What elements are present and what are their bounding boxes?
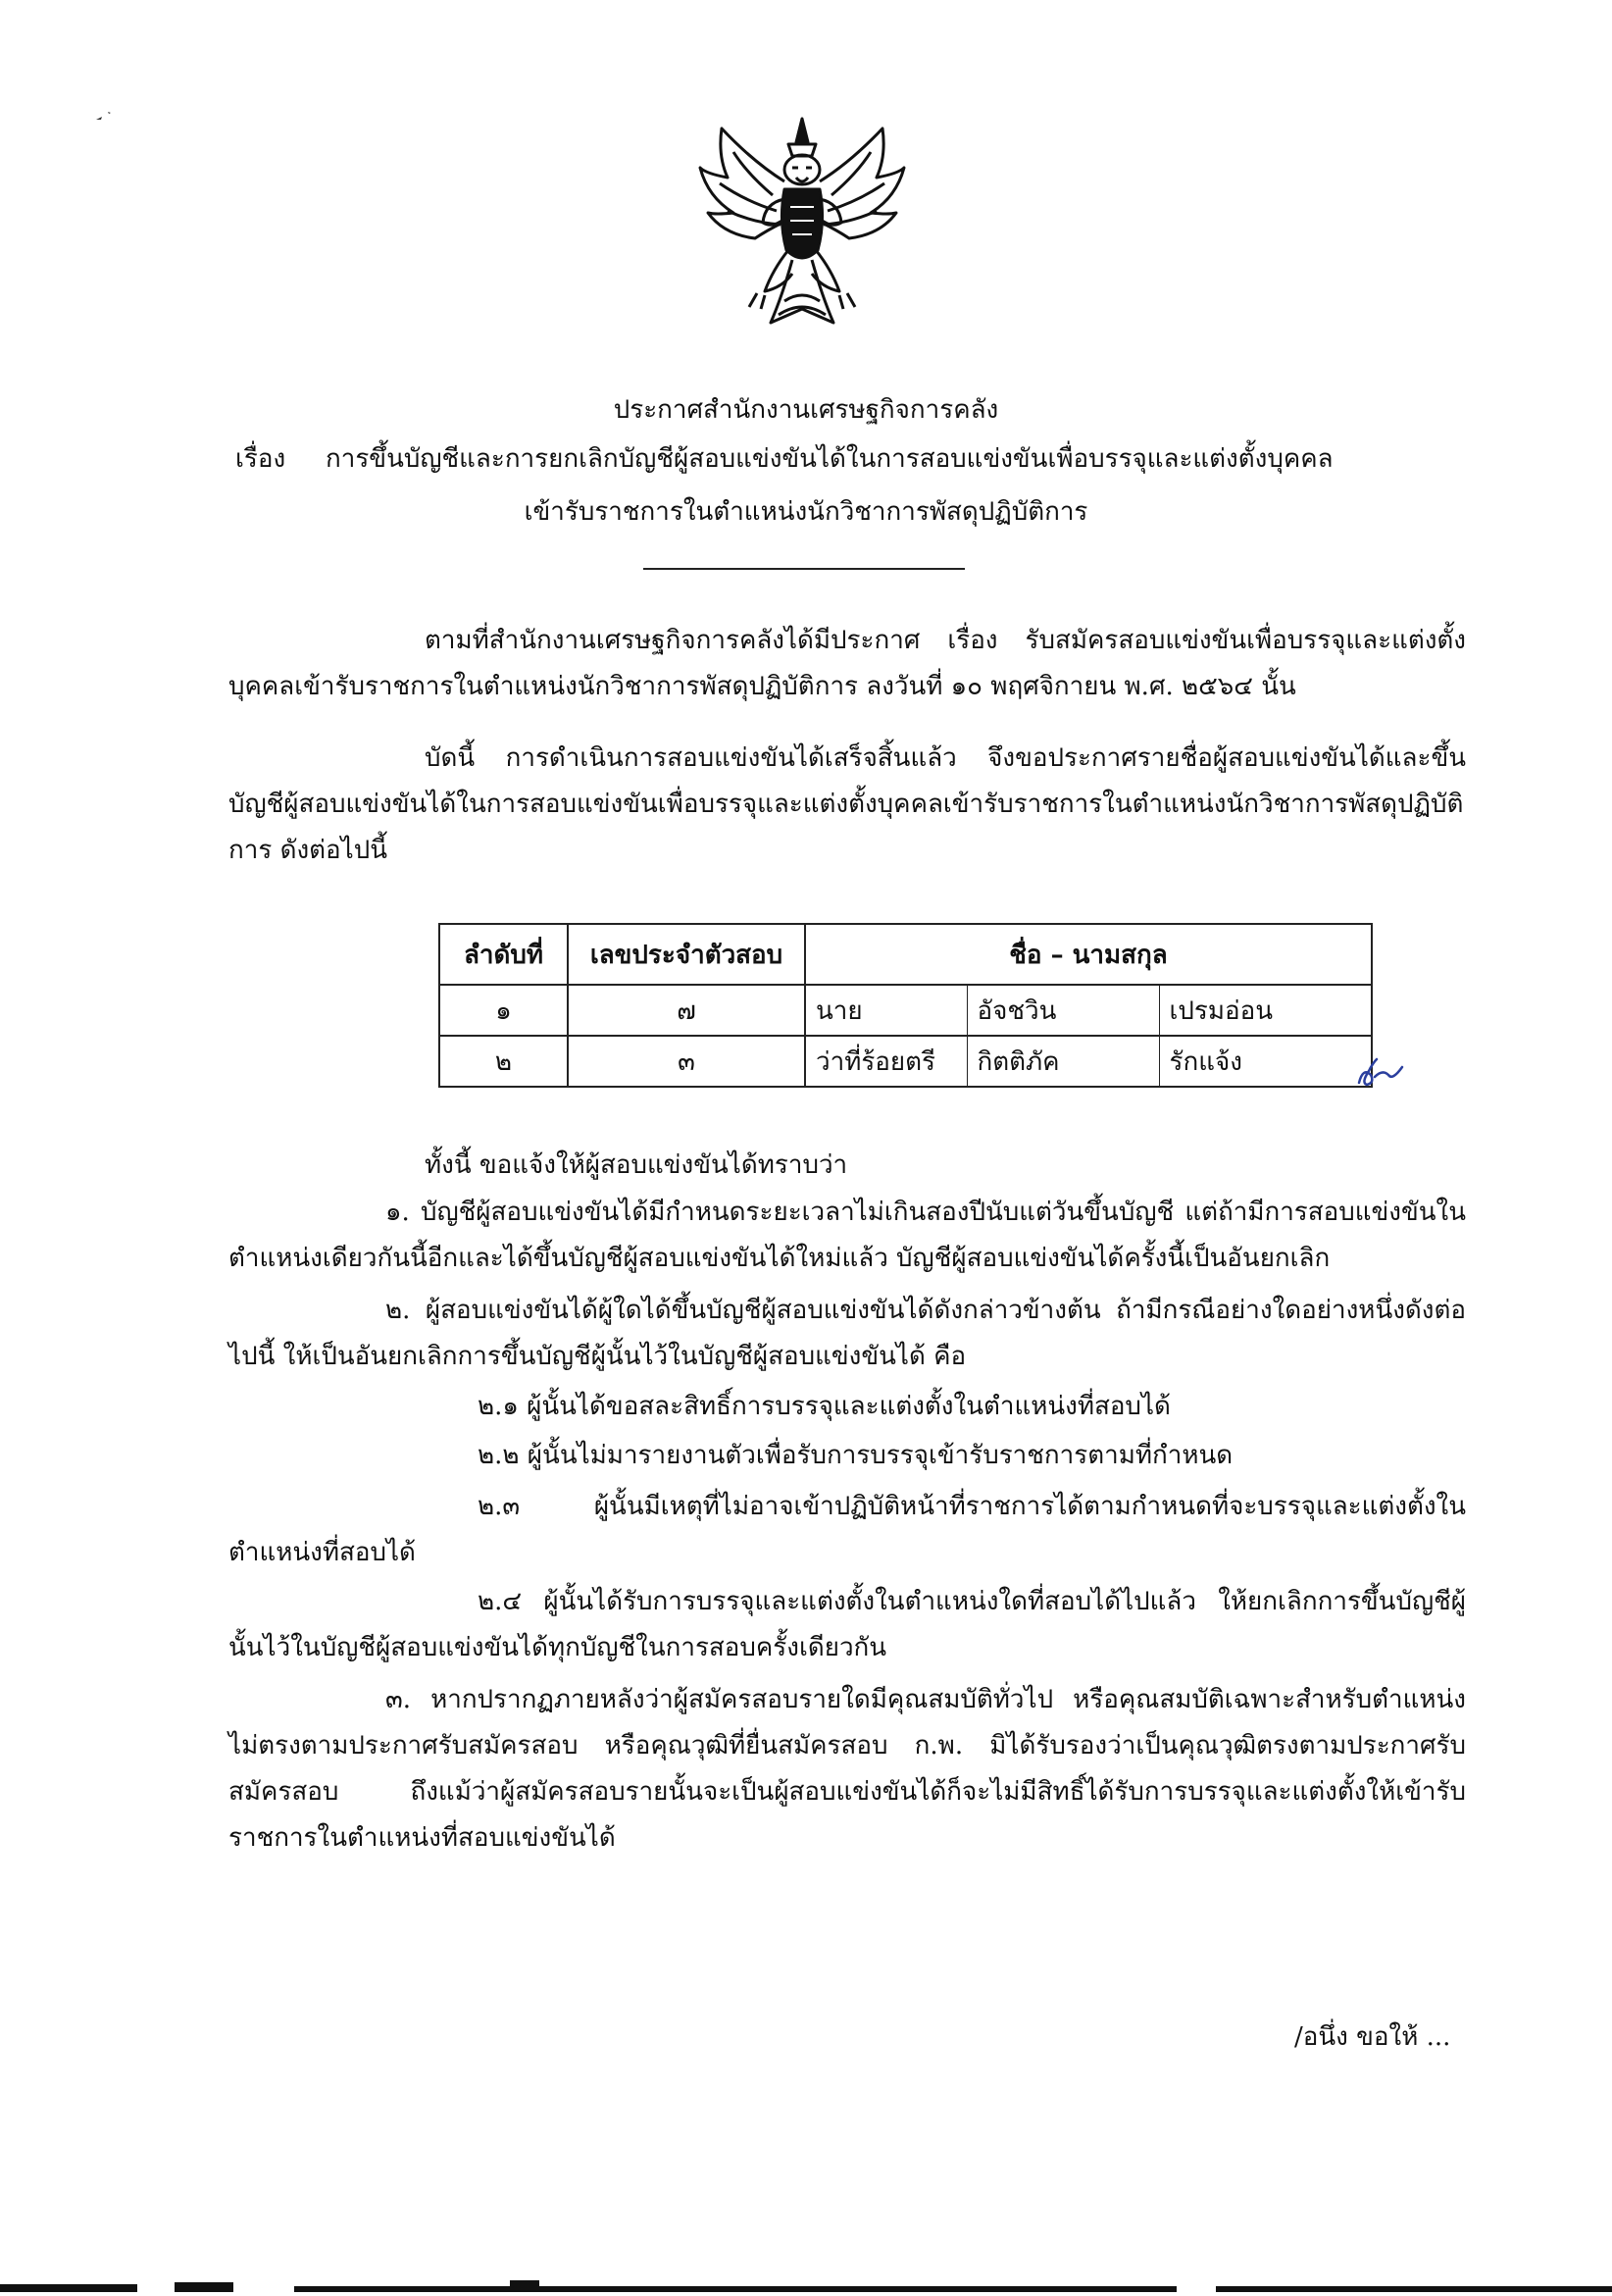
cell-first-name: อัจชวิน bbox=[967, 985, 1159, 1036]
list-item-2-1: ๒.๑ ผู้นั้นได้ขอสละสิทธิ์การบรรจุและแต่งตั้งในตำแหน่งที่สอบได้ bbox=[478, 1392, 1171, 1421]
paragraph-notice: ทั้งนี้ ขอแจ้งให้ผู้สอบแข่งขันได้ทราบว่า bbox=[425, 1150, 848, 1180]
cell-rank: ๑ bbox=[439, 985, 568, 1036]
subject-label: เรื่อง bbox=[235, 444, 286, 474]
list-item-2-2: ๒.๒ ผู้นั้นไม่มารายงานตัวเพื่อรับการบรรจุเข้ารับราชการตามที่กำหนด bbox=[478, 1441, 1234, 1470]
cell-last-name: เปรมอ่อน bbox=[1159, 985, 1372, 1036]
cell-title: นาย bbox=[805, 985, 967, 1036]
header-name: ชื่อ – นามสกุล bbox=[805, 924, 1372, 985]
garuda-emblem-icon bbox=[694, 113, 910, 333]
list-item-2-4: ๒.๔ ผู้นั้นได้รับการบรรจุและแต่งตั้งในตำแหน่งใดที่สอบได้ไปแล้ว ให้ยกเลิกการขึ้นบัญชีผู้นั้นไว้ในบัญชีผู้สอบแข่งขันได้ทุกบัญชีในการสอบครั้งเดียวกัน bbox=[228, 1587, 1466, 1662]
table-row bbox=[439, 985, 1372, 1036]
handwritten-initials-icon bbox=[1355, 1053, 1406, 1093]
paragraph-announcement: บัดนี้ การดำเนินการสอบแข่งขันได้เสร็จสิ้นแล้ว จึงขอประกาศรายชื่อผู้สอบแข่งขันได้และขึ้นบัญชีผู้สอบแข่งขันได้ในการสอบแข่งขันเพื่อบรรจุและแต่งตั้งบุคคลเข้ารับราชการในตำแหน่งนักวิชาการพัสดุปฏิบัติการ ดังต่อไปนี้ bbox=[228, 743, 1466, 865]
cell-last-name: รักแจ้ง bbox=[1159, 1036, 1372, 1087]
cell-first-name: กิตติภัค bbox=[967, 1036, 1159, 1087]
cell-exam-id: ๓ bbox=[568, 1036, 805, 1087]
subject-line-2: เข้ารับราชการในตำแหน่งนักวิชาการพัสดุปฏิบัติการ bbox=[524, 497, 1088, 527]
list-item-2-3: ๒.๓ ผู้นั้นมีเหตุที่ไม่อาจเข้าปฏิบัติหน้าที่ราชการได้ตามกำหนดที่จะบรรจุและแต่งตั้งในตำแหน่งที่สอบได้ bbox=[228, 1492, 1466, 1567]
scan-bottom-edge bbox=[0, 2277, 1612, 2291]
announcement-subject bbox=[235, 439, 1471, 479]
subject-line-1: การขึ้นบัญชีและการยกเลิกบัญชีผู้สอบแข่งขันได้ในการสอบแข่งขันเพื่อบรรจุและแต่งตั้งบุคคล bbox=[326, 444, 1334, 474]
announcement-title: ประกาศสำนักงานเศรษฐกิจการคลัง bbox=[613, 395, 999, 425]
header-exam-id: เลขประจำตัวสอบ bbox=[568, 924, 805, 985]
title-divider bbox=[643, 568, 965, 570]
cell-rank: ๒ bbox=[439, 1036, 568, 1087]
list-item-1: ๑. บัญชีผู้สอบแข่งขันได้มีกำหนดระยะเวลาไม่เกินสองปีนับแต่วันขึ้นบัญชี แต่ถ้ามีการสอบแข่งขันในตำแหน่งเดียวกันนี้อีกและได้ขึ้นบัญชีผู้สอบแข่งขันได้ใหม่แล้ว บัญชีผู้สอบแข่งขันได้ครั้งนี้เป็นอันยกเลิก bbox=[228, 1198, 1466, 1273]
scan-speck-icon bbox=[94, 108, 114, 128]
paragraph-reference: ตามที่สำนักงานเศรษฐกิจการคลังได้มีประกาศ เรื่อง รับสมัครสอบแข่งขันเพื่อบรรจุและแต่งตั้งบุคคลเข้ารับราชการในตำแหน่งนักวิชาการพัสดุปฏิบัติการ ลงวันที่ ๑๐ พฤศจิกายน พ.ศ. ๒๕๖๔ นั้น bbox=[228, 626, 1466, 701]
header-rank: ลำดับที่ bbox=[439, 924, 568, 985]
cell-title: ว่าที่ร้อยตรี bbox=[805, 1036, 967, 1087]
results-table bbox=[438, 923, 1373, 1088]
list-item-2: ๒. ผู้สอบแข่งขันได้ผู้ใดได้ขึ้นบัญชีผู้สอบแข่งขันได้ดังกล่าวข้างต้น ถ้ามีกรณีอย่างใดอย่างหนึ่งดังต่อไปนี้ ให้เป็นอันยกเลิกการขึ้นบัญชีผู้นั้นไว้ในบัญชีผู้สอบแข่งขันได้ คือ bbox=[228, 1296, 1466, 1371]
table-header-row bbox=[439, 924, 1372, 985]
cell-exam-id: ๗ bbox=[568, 985, 805, 1036]
table-row bbox=[439, 1036, 1372, 1087]
continued-marker: /อนึ่ง ขอให้ ... bbox=[1294, 2022, 1451, 2052]
list-item-3: ๓. หากปรากฏภายหลังว่าผู้สมัครสอบรายใดมีคุณสมบัติทั่วไป หรือคุณสมบัติเฉพาะสำหรับตำแหน่งไม่ตรงตามประกาศรับสมัครสอบ หรือคุณวุฒิที่ยื่นสมัครสอบ ก.พ. มิได้รับรองว่าเป็นคุณวุฒิตรงตามประกาศรับสมัครสอบ ถึงแม้ว่าผู้สมัครสอบรายนั้นจะเป็นผู้สอบแข่งขันได้ก็จะไม่มีสิทธิ์ได้รับการบรรจุและแต่งตั้งให้เข้ารับราชการในตำแหน่งที่สอบแข่งขันได้ bbox=[228, 1685, 1466, 1853]
